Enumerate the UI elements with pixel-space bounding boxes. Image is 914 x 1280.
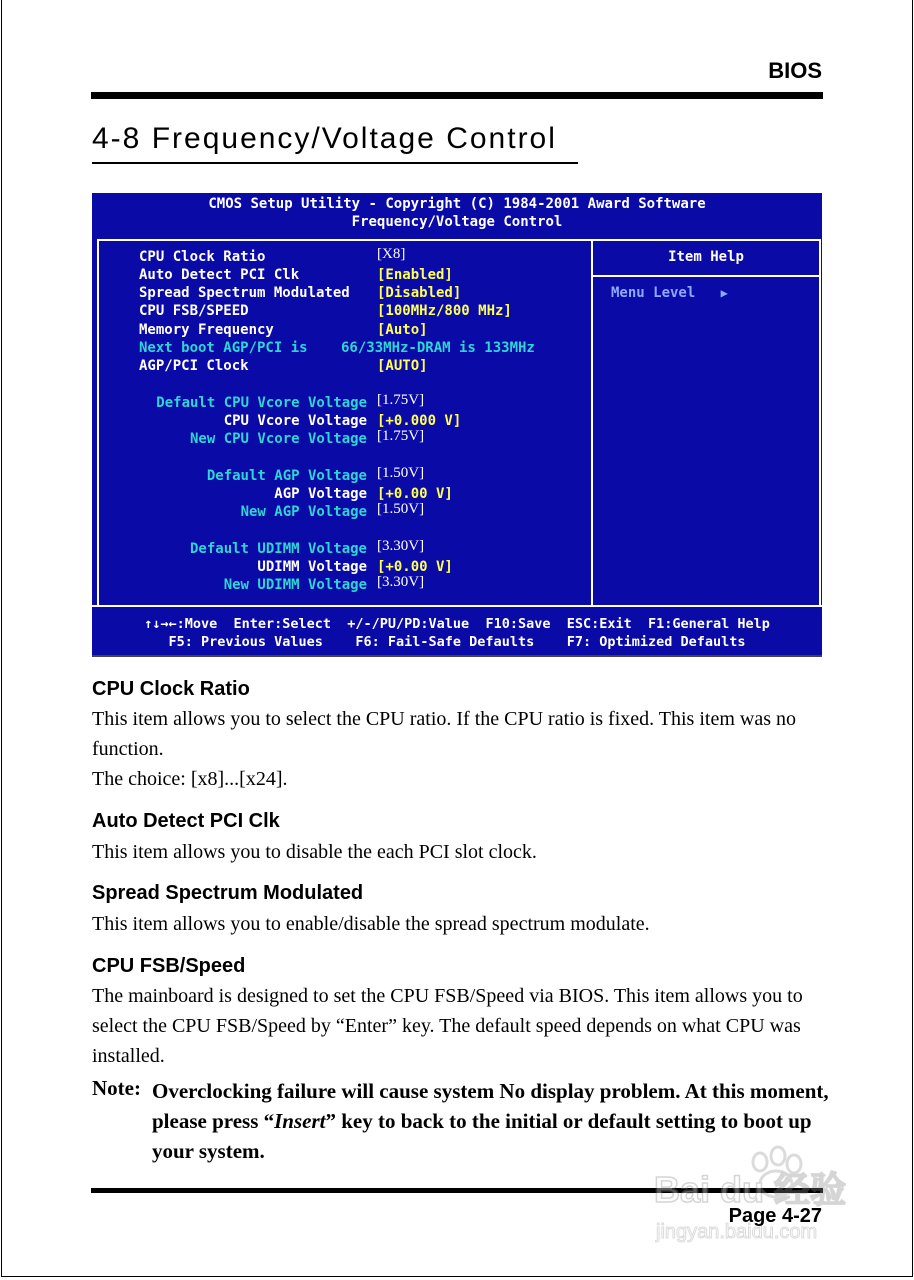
bios-item-value-memory-frequency[interactable]: [Auto] bbox=[377, 322, 428, 338]
bios-info-value-new-udimm: [3.30V] bbox=[377, 574, 425, 590]
bios-key-help-line2: F5: Previous Values F6: Fail-Safe Defaults F7: Optimized Defaults bbox=[168, 634, 746, 650]
bios-item-value-cpu-clock-ratio[interactable]: [X8] bbox=[377, 246, 406, 262]
para-cpu-clock-ratio-choice: The choice: [x8]...[x24]. bbox=[92, 768, 288, 790]
bios-item-value-cpu-fsb-speed[interactable]: [100MHz/800 MHz] bbox=[377, 303, 512, 319]
header-section-label: BIOS bbox=[768, 58, 822, 83]
bios-info-label-default-agp: Default AGP Voltage bbox=[206, 468, 367, 484]
watermark-brand: Bai du 经验 bbox=[654, 1169, 847, 1210]
bios-item-value-agp-voltage[interactable]: [+0.00 V] bbox=[377, 486, 453, 502]
menu-level bbox=[611, 285, 728, 301]
bios-footer-separator bbox=[92, 605, 822, 607]
bios-item-label-udimm-voltage[interactable]: UDIMM Voltage bbox=[257, 559, 367, 575]
bios-info-value-default-agp: [1.50V] bbox=[377, 465, 425, 481]
baidu-watermark bbox=[652, 1140, 862, 1248]
bios-item-label-memory-frequency[interactable]: Memory Frequency bbox=[139, 322, 274, 338]
page-title: 4-8 Frequency/Voltage Control bbox=[92, 122, 578, 164]
note-text-after: ” key to back to the initial or default setting to boot up your system. bbox=[152, 1109, 812, 1163]
para-cpu-fsb-speed: The mainboard is designed to set the CPU FSB/Speed via BIOS. This item allows you to select the CPU FSB/Speed by “Enter” key. The default speed depends on what CPU was installed. bbox=[92, 985, 803, 1067]
bios-item-label-cpu-fsb-speed[interactable]: CPU FSB/SPEED bbox=[139, 303, 249, 319]
para-spread-spectrum: This item allows you to enable/disable the spread spectrum modulate. bbox=[92, 913, 650, 935]
bios-info-label-new-cpu-vcore: New CPU Vcore Voltage bbox=[189, 431, 367, 447]
note-label: Note: bbox=[92, 1076, 141, 1100]
heading-cpu-clock-ratio: CPU Clock Ratio bbox=[92, 678, 250, 700]
bios-info-value-default-cpu-vcore: [1.75V] bbox=[377, 392, 425, 408]
page-number: Page 4-27 bbox=[728, 1205, 822, 1227]
bios-divider bbox=[591, 241, 593, 605]
bios-item-value-agp-pci-clock[interactable]: [AUTO] bbox=[377, 358, 428, 374]
heading-cpu-fsb-speed: CPU FSB/Speed bbox=[92, 955, 246, 977]
bios-screen bbox=[92, 193, 822, 655]
bios-item-label-agp-voltage[interactable]: AGP Voltage bbox=[274, 486, 367, 502]
bios-info-value-new-cpu-vcore: [1.75V] bbox=[377, 428, 425, 444]
bios-info-value-next-boot: 66/33MHz-DRAM is 133MHz bbox=[341, 340, 535, 356]
bios-item-label-agp-pci-clock[interactable]: AGP/PCI Clock bbox=[139, 358, 249, 374]
bios-info-label-default-udimm: Default UDIMM Voltage bbox=[189, 541, 367, 557]
bios-info-label-next-boot: Next boot AGP/PCI is bbox=[139, 340, 308, 356]
bios-info-value-new-agp: [1.50V] bbox=[377, 501, 425, 517]
bios-title: CMOS Setup Utility - Copyright (C) 1984-2001 Award Software bbox=[208, 196, 706, 212]
heading-auto-detect-pci: Auto Detect PCI Clk bbox=[92, 810, 280, 832]
item-help-separator bbox=[593, 275, 819, 277]
triangle-right-icon: ▶ bbox=[720, 286, 728, 300]
watermark-url: jingyan.baidu.com bbox=[656, 1221, 818, 1243]
bios-info-label-new-udimm: New UDIMM Voltage bbox=[223, 577, 367, 593]
heading-spread-spectrum: Spread Spectrum Modulated bbox=[92, 882, 364, 904]
header-rule bbox=[91, 92, 823, 99]
bios-item-label-spread-spectrum[interactable]: Spread Spectrum Modulated bbox=[139, 285, 350, 301]
para-cpu-clock-ratio: This item allows you to select the CPU ratio. If the CPU ratio is fixed. This item was no function. bbox=[92, 708, 796, 760]
bios-subtitle: Frequency/Voltage Control bbox=[351, 214, 563, 230]
para-auto-detect-pci: This item allows you to disable the each PCI slot clock. bbox=[92, 841, 537, 863]
bios-info-label-default-cpu-vcore: Default CPU Vcore Voltage bbox=[156, 395, 367, 411]
bios-info-label-new-agp: New AGP Voltage bbox=[240, 504, 367, 520]
note-text-before: Overclocking failure will cause system No display problem. At this moment, please press “ bbox=[152, 1079, 829, 1133]
bios-item-label-cpu-clock-ratio[interactable]: CPU Clock Ratio bbox=[139, 249, 266, 265]
bios-bottom-rule bbox=[92, 655, 822, 657]
bios-item-value-auto-detect-pci[interactable]: [Enabled] bbox=[377, 267, 453, 283]
bios-item-label-auto-detect-pci[interactable]: Auto Detect PCI Clk bbox=[139, 267, 300, 283]
note-key: Insert bbox=[274, 1109, 326, 1133]
item-help-title: Item Help bbox=[668, 249, 744, 265]
bios-info-value-default-udimm: [3.30V] bbox=[377, 538, 425, 554]
bios-item-value-spread-spectrum[interactable]: [Disabled] bbox=[377, 285, 462, 301]
bios-item-value-udimm-voltage[interactable]: [+0.00 V] bbox=[377, 559, 453, 575]
bios-item-label-cpu-vcore[interactable]: CPU Vcore Voltage bbox=[223, 413, 367, 429]
bios-panel bbox=[97, 239, 821, 607]
menu-level-label: Menu Level bbox=[611, 285, 696, 301]
bios-key-help-line1: ↑↓→←:Move Enter:Select +/-/PU/PD:Value F10:Save ESC:Exit F1:General Help bbox=[144, 616, 770, 632]
bios-item-value-cpu-vcore[interactable]: [+0.000 V] bbox=[377, 413, 462, 429]
